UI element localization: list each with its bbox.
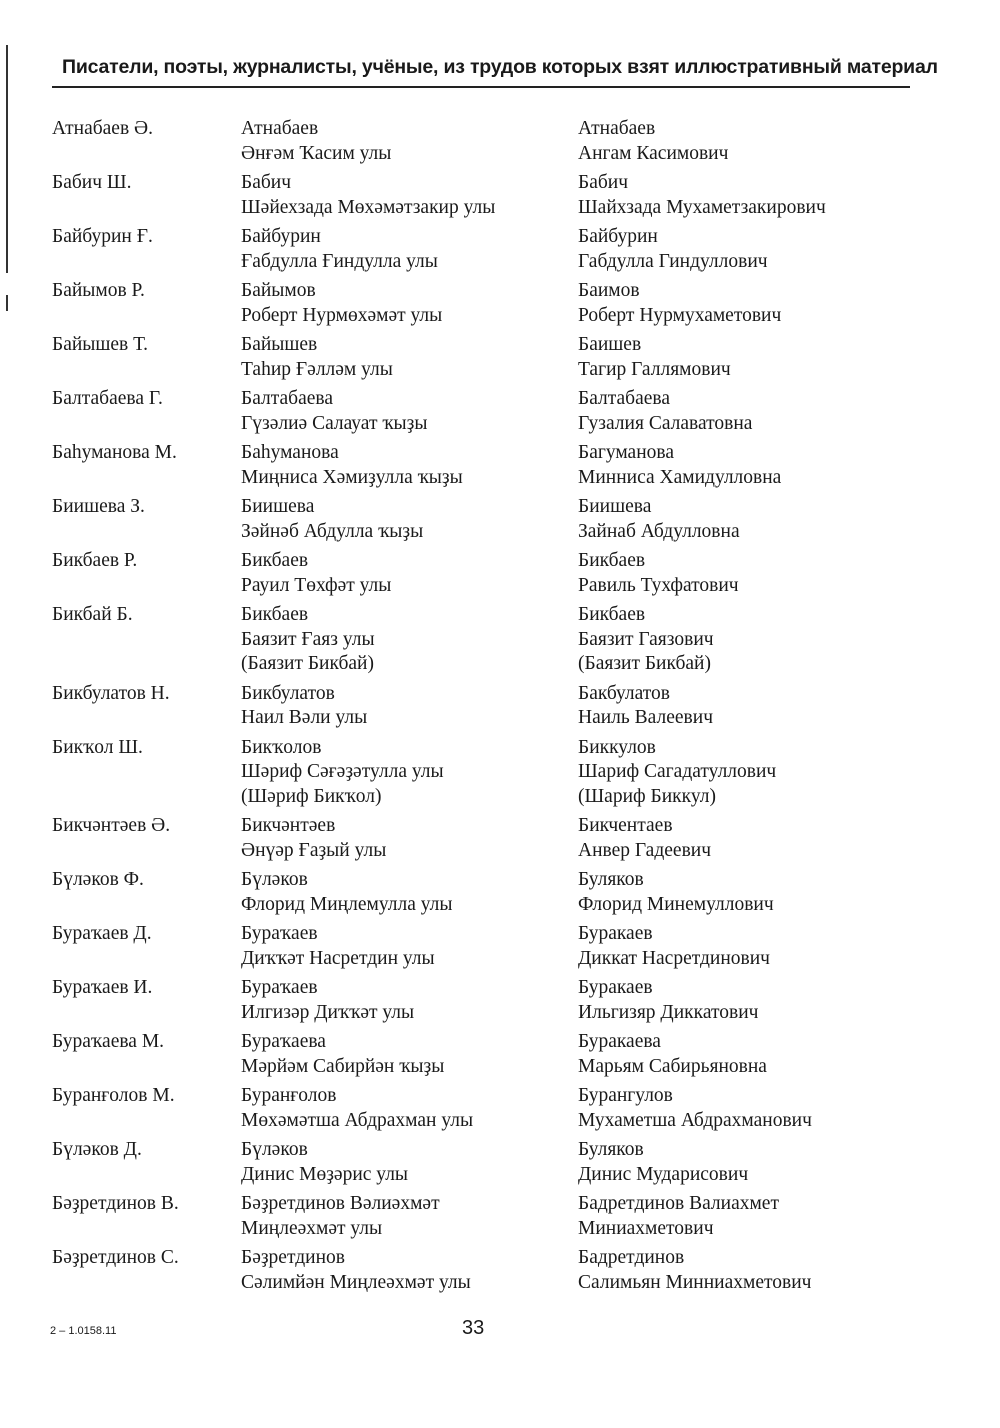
bashkir-name bbox=[241, 976, 414, 1025]
bashkir-name-line: Бүләков bbox=[241, 869, 308, 890]
russian-name-line: Диккат Насретдинович bbox=[578, 947, 770, 969]
bashkir-name-line: Илгизәр Диҡҡәт улы bbox=[241, 1001, 415, 1023]
bashkir-name-line: Сәлимйән Миңлеәхмәт улы bbox=[241, 1271, 471, 1293]
russian-name-line: Шариф Сагадатуллович bbox=[578, 761, 777, 782]
russian-name-line: Ангам Касимович bbox=[578, 142, 729, 164]
short-name bbox=[52, 549, 137, 574]
bashkir-name-line: Баһуманова bbox=[241, 442, 339, 463]
short-name bbox=[52, 1138, 142, 1163]
bashkir-name-line: Гүзәлиә Салауат ҡыҙы bbox=[241, 412, 428, 434]
russian-name-line: Байбурин bbox=[578, 226, 658, 247]
russian-name bbox=[578, 171, 826, 220]
russian-name-line: (Шариф Биккул) bbox=[578, 785, 716, 807]
bashkir-name-line: Баязит Ғаяз улы bbox=[241, 628, 375, 650]
bashkir-name-line: Бабич bbox=[241, 172, 292, 193]
short-name bbox=[52, 868, 144, 893]
short-name bbox=[52, 387, 163, 412]
russian-name-line: Ильгизяр Диккатович bbox=[578, 1001, 759, 1023]
russian-name-line: Наиль Валеевич bbox=[578, 707, 713, 728]
bashkir-name bbox=[241, 922, 435, 971]
short-name bbox=[52, 1084, 175, 1109]
short-name-text: Балтабаева Г. bbox=[52, 388, 163, 409]
russian-name bbox=[578, 868, 774, 917]
russian-name bbox=[578, 1084, 812, 1133]
russian-name-line: Багуманова bbox=[578, 442, 674, 463]
bashkir-name bbox=[241, 736, 444, 810]
short-name bbox=[52, 225, 153, 250]
short-name-text: Байымов Р. bbox=[52, 280, 145, 301]
russian-name-line: Гузалия Салаватовна bbox=[578, 412, 753, 434]
bashkir-name bbox=[241, 279, 442, 328]
russian-name-line: Шайхзада Мухаметзакирович bbox=[578, 196, 826, 218]
russian-name bbox=[578, 495, 740, 544]
short-name bbox=[52, 922, 152, 947]
margin-tick bbox=[6, 295, 8, 311]
russian-name bbox=[578, 225, 768, 274]
bashkir-name-line: Бикчәнтәев bbox=[241, 815, 336, 836]
short-name-text: Бураҡаев И. bbox=[52, 977, 153, 998]
russian-name-line: Бадретдинов Валиахмет bbox=[578, 1193, 779, 1214]
russian-name-line: Тагир Галлямович bbox=[578, 358, 731, 380]
russian-name-line: Бакбулатов bbox=[578, 682, 671, 704]
page-title: Писатели, поэты, журналисты, учёные, из трудов которых взят иллюстративный материал bbox=[62, 56, 938, 78]
bashkir-name-line: Бураҡаева bbox=[241, 1031, 326, 1052]
short-name-text: Бураҡаева М. bbox=[52, 1031, 165, 1052]
russian-name-line: Бикбаев bbox=[578, 604, 646, 625]
print-code: 2 – 1.0158.11 bbox=[50, 1325, 117, 1337]
bashkir-name-line: Байымов bbox=[241, 280, 316, 301]
short-name-text: Буранғолов М. bbox=[52, 1085, 175, 1106]
bashkir-name bbox=[241, 549, 391, 598]
short-name bbox=[52, 603, 133, 628]
short-name-text: Байышев Т. bbox=[52, 334, 148, 355]
russian-name bbox=[578, 549, 739, 598]
bashkir-name-line: Бәҙретдинов bbox=[241, 1247, 345, 1268]
russian-name-line: Атнабаев bbox=[578, 118, 656, 139]
bashkir-name-line: Таһир Ғәлләм улы bbox=[241, 358, 393, 380]
short-name bbox=[52, 441, 177, 466]
russian-name bbox=[578, 682, 713, 731]
russian-name bbox=[578, 333, 731, 382]
short-name bbox=[52, 682, 170, 707]
russian-name bbox=[578, 279, 781, 328]
russian-name-line: Баимов bbox=[578, 280, 640, 301]
bashkir-name-line: Әнғәм Ҡасим улы bbox=[241, 142, 392, 164]
russian-name-line: Салимьян Минниахметович bbox=[578, 1271, 812, 1293]
short-name-text: Бикбаев Р. bbox=[52, 550, 138, 571]
bashkir-name-line: Зәйнәб Абдулла ҡыҙы bbox=[241, 520, 424, 542]
short-name-text: Биишева З. bbox=[52, 496, 145, 517]
bashkir-name-line: Балтабаева bbox=[241, 388, 334, 409]
short-name bbox=[52, 279, 145, 304]
bashkir-name-line: Бүләков bbox=[241, 1139, 308, 1160]
bashkir-name-line: Атнабаев bbox=[241, 118, 319, 139]
russian-name-line: Равиль Тухфатович bbox=[578, 574, 739, 596]
bashkir-name bbox=[241, 495, 423, 544]
short-name bbox=[52, 495, 145, 520]
russian-name-line: Зайнаб Абдулловна bbox=[578, 520, 740, 542]
russian-name bbox=[578, 1192, 779, 1241]
short-name bbox=[52, 171, 131, 196]
short-name bbox=[52, 976, 152, 1001]
bashkir-name bbox=[241, 1138, 408, 1187]
short-name bbox=[52, 814, 170, 839]
russian-name-line: Бикбаев bbox=[578, 550, 646, 571]
bashkir-name-line: Мәрйәм Сабирйән ҡыҙы bbox=[241, 1055, 445, 1077]
short-name-text: Байбурин Ғ. bbox=[52, 226, 153, 247]
bashkir-name-line: (Шәриф Бикҡол) bbox=[241, 785, 382, 807]
bashkir-name-line: Байбурин bbox=[241, 226, 321, 247]
russian-name-line: (Баязит Бикбай) bbox=[578, 653, 711, 674]
bashkir-name bbox=[241, 868, 452, 917]
russian-name-line: Флорид Минемуллович bbox=[578, 893, 774, 915]
russian-name-line: Баишев bbox=[578, 334, 642, 355]
header-rule bbox=[52, 86, 910, 88]
russian-name-line: Буракаева bbox=[578, 1031, 661, 1052]
bashkir-name bbox=[241, 1084, 473, 1133]
russian-name-line: Мухаметша Абдрахманович bbox=[578, 1109, 812, 1131]
russian-name-line: Бурангулов bbox=[578, 1085, 673, 1106]
bashkir-name bbox=[241, 814, 386, 863]
bashkir-name-line: Бикбаев bbox=[241, 604, 309, 625]
short-name bbox=[52, 736, 143, 761]
bashkir-name-line: Мөхәмәтша Абдрахман улы bbox=[241, 1109, 474, 1131]
bashkir-name-line: Миңлеәхмәт улы bbox=[241, 1217, 383, 1239]
russian-name bbox=[578, 1246, 811, 1295]
russian-name-line: Буракаев bbox=[578, 977, 653, 998]
russian-name-line: Габдулла Гиндуллович bbox=[578, 250, 768, 272]
russian-name-line: Буракаев bbox=[578, 923, 653, 944]
bashkir-name bbox=[241, 441, 463, 490]
russian-name-line: Анвер Гадеевич bbox=[578, 839, 712, 861]
bashkir-name-line: (Баязит Бикбай) bbox=[241, 653, 374, 674]
russian-name-line: Балтабаева bbox=[578, 388, 671, 409]
bashkir-name-line: Бураҡаев bbox=[241, 923, 318, 944]
russian-name-line: Роберт Нурмухаметович bbox=[578, 304, 782, 326]
bashkir-name-line: Динис Мөҙәрис улы bbox=[241, 1163, 409, 1185]
russian-name-line: Биккулов bbox=[578, 736, 656, 758]
short-name-text: Бикбулатов Н. bbox=[52, 682, 170, 704]
short-name-text: Баһуманова М. bbox=[52, 442, 177, 463]
bashkir-name bbox=[241, 682, 367, 731]
short-name-text: Атнабаев Ә. bbox=[52, 118, 153, 139]
bashkir-name bbox=[241, 117, 391, 166]
bashkir-name-line: Шәйехзада Мөхәмәтзакир улы bbox=[241, 196, 496, 218]
short-name-text: Бәҙретдинов В. bbox=[52, 1193, 179, 1214]
short-name-text: Бабич Ш. bbox=[52, 172, 132, 193]
russian-name bbox=[578, 922, 770, 971]
bashkir-name-line: Бикҡолов bbox=[241, 736, 322, 758]
bashkir-name-line: Диҡҡәт Насретдин улы bbox=[241, 947, 435, 969]
bashkir-name-line: Әнүәр Ғаҙый улы bbox=[241, 839, 387, 861]
russian-name-line: Бадретдинов bbox=[578, 1247, 685, 1268]
bashkir-name bbox=[241, 603, 375, 677]
russian-name-line: Биишева bbox=[578, 496, 652, 517]
bashkir-name bbox=[241, 171, 495, 220]
russian-name bbox=[578, 387, 752, 436]
russian-name-line: Баязит Гаязович bbox=[578, 628, 714, 650]
bashkir-name-line: Бикбаев bbox=[241, 550, 309, 571]
russian-name bbox=[578, 117, 728, 166]
bashkir-name-line: Байышев bbox=[241, 334, 318, 355]
short-name-text: Бүләков Ф. bbox=[52, 869, 144, 890]
page-number: 33 bbox=[462, 1317, 485, 1339]
russian-name-line: Минниса Хамидулловна bbox=[578, 466, 782, 488]
bashkir-name bbox=[241, 1030, 444, 1079]
bashkir-name-line: Флорид Миңлемулла улы bbox=[241, 893, 453, 915]
russian-name bbox=[578, 1030, 767, 1079]
russian-name bbox=[578, 441, 781, 490]
margin-line bbox=[6, 45, 8, 273]
bashkir-name-line: Бәҙретдинов Вәлиәхмәт bbox=[241, 1193, 440, 1214]
russian-name-line: Марьям Сабирьяновна bbox=[578, 1055, 767, 1077]
bashkir-name-line: Роберт Нурмөхәмәт улы bbox=[241, 304, 443, 326]
short-name bbox=[52, 1246, 179, 1271]
bashkir-name bbox=[241, 333, 393, 382]
bashkir-name bbox=[241, 387, 427, 436]
russian-name-line: Бабич bbox=[578, 172, 629, 193]
russian-name bbox=[578, 814, 711, 863]
russian-name bbox=[578, 736, 776, 810]
bashkir-name-line: Бикбулатов bbox=[241, 682, 335, 704]
short-name-text: Бикҡол Ш. bbox=[52, 736, 143, 758]
bashkir-name bbox=[241, 1192, 440, 1241]
short-name-text: Бикчәнтәев Ә. bbox=[52, 815, 171, 836]
bashkir-name-line: Рауил Төхфәт улы bbox=[241, 574, 392, 596]
bashkir-name bbox=[241, 1246, 471, 1295]
russian-name-line: Буляков bbox=[578, 869, 644, 890]
short-name-text: Бикбай Б. bbox=[52, 604, 133, 625]
bashkir-name-line: Биишева bbox=[241, 496, 315, 517]
russian-name-line: Буляков bbox=[578, 1139, 644, 1160]
short-name bbox=[52, 333, 148, 358]
bashkir-name bbox=[241, 225, 438, 274]
russian-name-line: Динис Мударисович bbox=[578, 1163, 749, 1185]
short-name bbox=[52, 1192, 179, 1217]
russian-name bbox=[578, 1138, 748, 1187]
bashkir-name-line: Миңниса Хәмиҙулла ҡыҙы bbox=[241, 466, 463, 488]
bashkir-name-line: Буранғолов bbox=[241, 1085, 337, 1106]
russian-name-line: Миниахметович bbox=[578, 1217, 714, 1239]
short-name bbox=[52, 1030, 164, 1055]
short-name-text: Бүләков Д. bbox=[52, 1139, 142, 1160]
russian-name-line: Бикчентаев bbox=[578, 815, 673, 836]
bashkir-name-line: Ғабдулла Ғиндулла улы bbox=[241, 250, 438, 272]
bashkir-name-line: Наил Вәли улы bbox=[241, 707, 368, 728]
russian-name bbox=[578, 603, 714, 677]
russian-name bbox=[578, 976, 758, 1025]
bashkir-name-line: Шәриф Сәғәҙәтулла улы bbox=[241, 761, 444, 782]
short-name bbox=[52, 117, 153, 142]
short-name-text: Бәҙретдинов С. bbox=[52, 1247, 179, 1268]
short-name-text: Бураҡаев Д. bbox=[52, 923, 152, 944]
bashkir-name-line: Бураҡаев bbox=[241, 977, 318, 998]
